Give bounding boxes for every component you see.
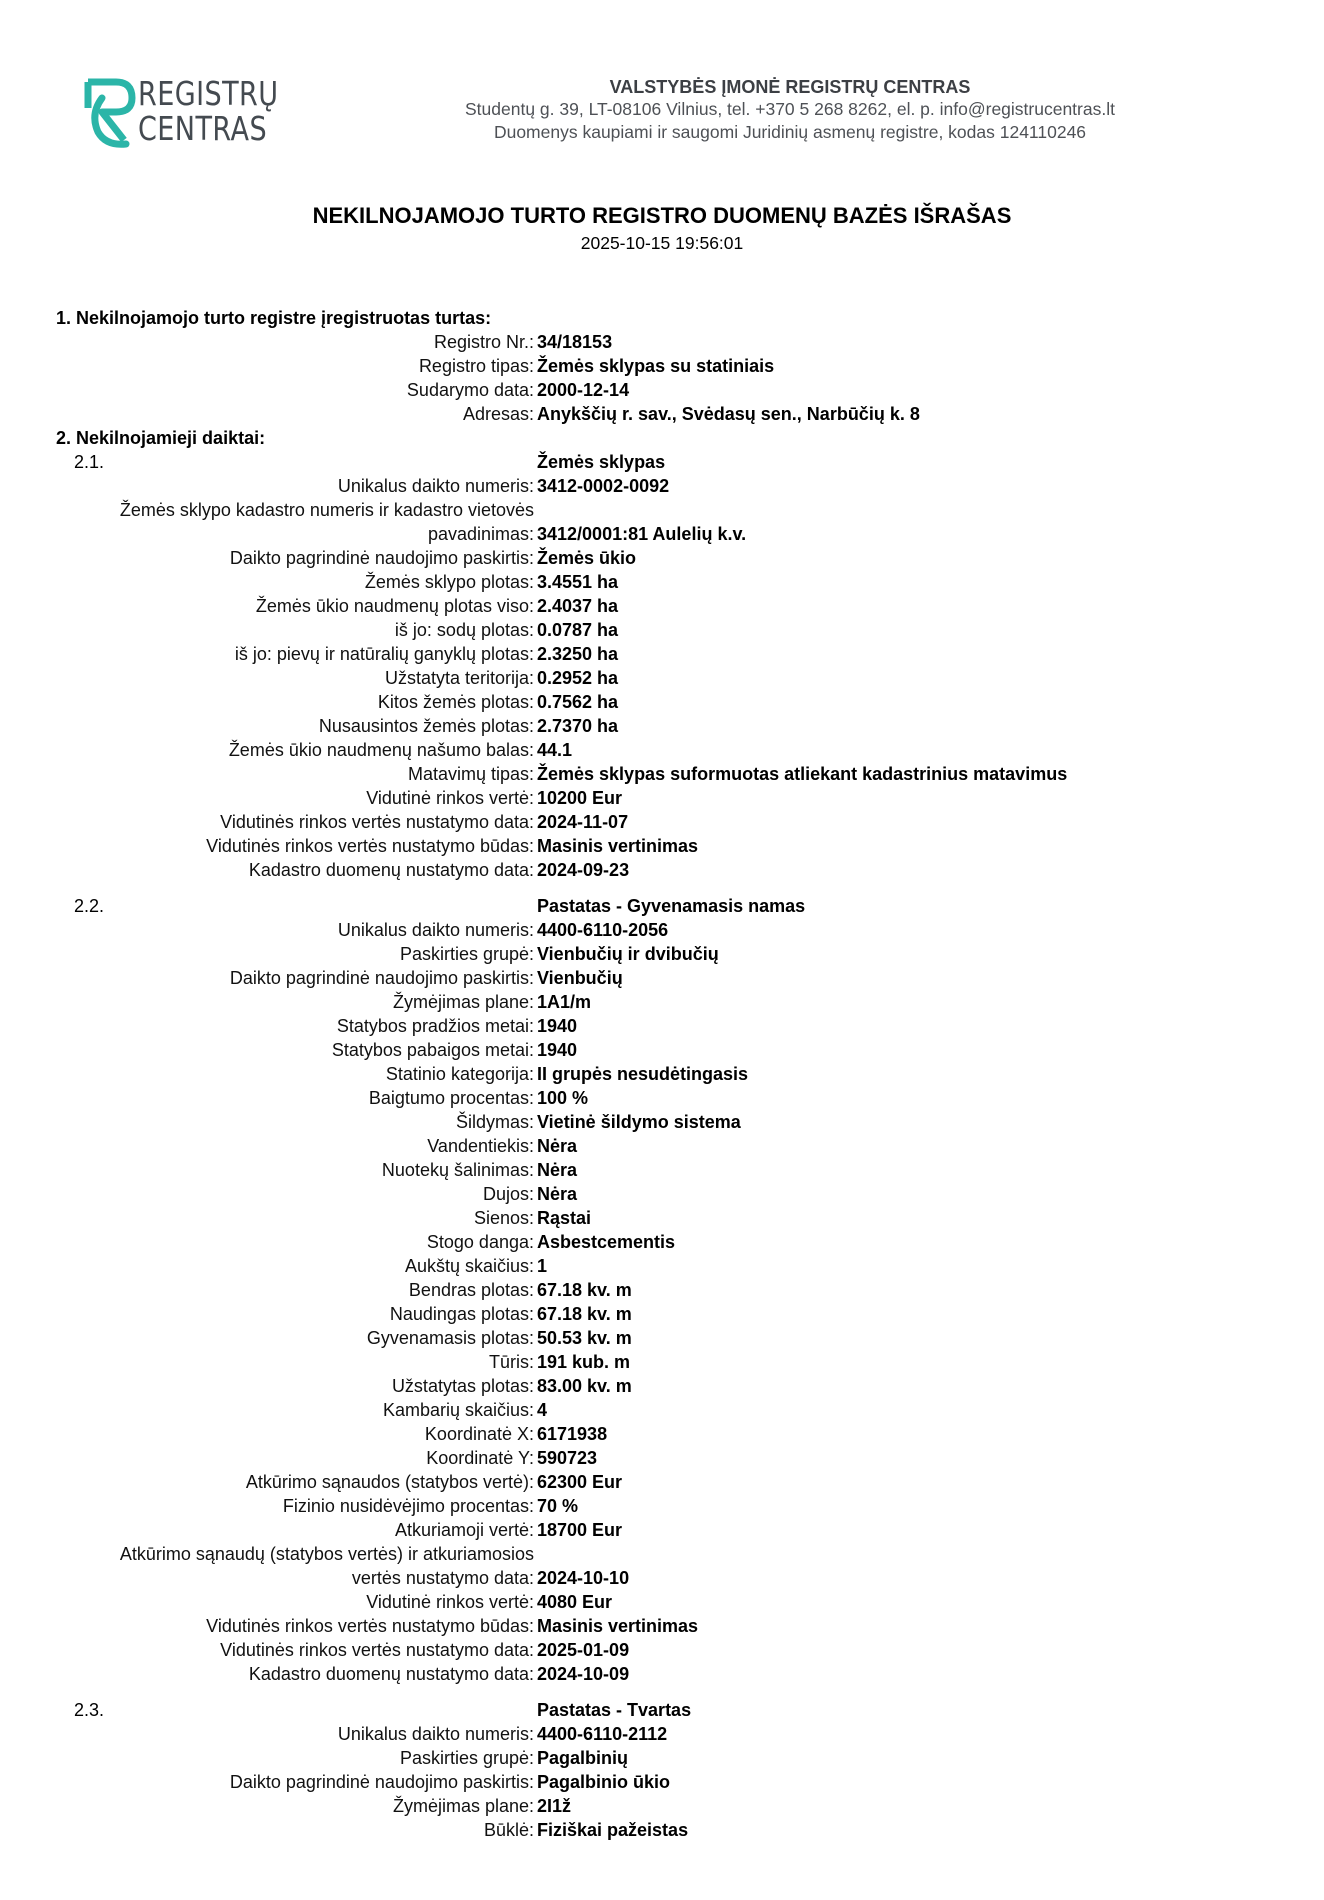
field-label: iš jo: sodų plotas:	[394, 620, 534, 640]
field-value: 3412/0001:81 Aulelių k.v.	[537, 524, 747, 544]
field-label: Vidutinės rinkos vertės nustatymo data:	[220, 1640, 534, 1660]
field-value: 67.18 kv. m	[537, 1304, 632, 1324]
field-label: Užstatyta teritorija:	[384, 668, 534, 688]
field-row	[56, 786, 1296, 810]
field-label: Paskirties grupė:	[399, 1748, 534, 1768]
field-label: Daikto pagrindinė naudojimo paskirtis:	[229, 548, 534, 568]
field-row	[56, 1230, 1296, 1254]
field-label: Statybos pabaigos metai:	[331, 1040, 534, 1060]
field-row	[56, 810, 1296, 834]
field-value: 83.00 kv. m	[537, 1376, 632, 1396]
property-item	[56, 450, 1296, 882]
field-label: Fizinio nusidėvėjimo procentas:	[282, 1496, 534, 1516]
field-label: Dujos:	[482, 1184, 534, 1204]
field-row	[56, 966, 1296, 990]
field-label: Kadastro duomenų nustatymo data:	[248, 1664, 534, 1684]
field-label: Tūris:	[489, 1352, 534, 1372]
field-label: Žemės ūkio naudmenų plotas viso:	[255, 596, 534, 616]
section-1-heading: 1. Nekilnojamojo turto registre įregistruotas turtas:	[56, 308, 492, 328]
field-label: iš jo: pievų ir natūralių ganyklų plotas:	[234, 644, 534, 664]
field-row	[56, 690, 1296, 714]
field-value: Žemės ūkio	[537, 548, 637, 568]
field-label: Unikalus daikto numeris:	[337, 476, 534, 496]
field-value: 1A1/m	[537, 992, 592, 1012]
property-item-fields	[56, 918, 1296, 1686]
field-value: 2025-01-09	[537, 1640, 630, 1660]
field-label: Koordinatė Y:	[426, 1448, 534, 1468]
field-row	[56, 1134, 1296, 1158]
document-datetime: 2025-10-15 19:56:01	[580, 233, 744, 253]
field-label: Matavimų tipas:	[407, 764, 534, 784]
field-label: Daikto pagrindinė naudojimo paskirtis:	[229, 1772, 534, 1792]
section-2-heading: 2. Nekilnojamieji daiktai:	[56, 428, 266, 448]
property-item-header	[56, 1698, 1296, 1722]
field-value: 100 %	[537, 1088, 589, 1108]
field-label: Kambarių skaičius:	[382, 1400, 534, 1420]
document-title: NEKILNOJAMOJO TURTO REGISTRO DUOMENŲ BAZĖS IŠRAŠAS	[312, 203, 1012, 228]
field-label: Žemės ūkio naudmenų našumo balas:	[228, 740, 534, 760]
field-label: Bendras plotas:	[408, 1280, 534, 1300]
field-value: 50.53 kv. m	[537, 1328, 632, 1348]
field-row	[56, 1350, 1296, 1374]
field-row	[56, 834, 1296, 858]
field-label: Vandentiekis:	[427, 1136, 534, 1156]
field-value: 4400-6110-2056	[537, 920, 669, 940]
field-row	[56, 1722, 1296, 1746]
field-label: Registro tipas:	[418, 356, 534, 376]
field-value: 4080 Eur	[537, 1592, 613, 1612]
field-label: Nuotekų šalinimas:	[381, 1160, 534, 1180]
property-item-header	[56, 450, 1296, 474]
field-value: 6171938	[537, 1424, 608, 1444]
field-label: Adresas:	[462, 404, 534, 424]
field-value: Žemės sklypas suformuotas atliekant kadastrinius matavimus	[537, 764, 1068, 784]
field-value: 3412-0002-0092	[537, 476, 670, 496]
field-label: Statybos pradžios metai:	[336, 1016, 534, 1036]
logo-word-2: CENTRAS	[138, 109, 268, 148]
field-row	[56, 546, 1296, 570]
field-label: Atkūrimo sąnaudos (statybos vertė):	[245, 1472, 534, 1492]
field-value: 0.7562 ha	[537, 692, 619, 712]
field-row	[56, 666, 1296, 690]
field-value: 590723	[537, 1448, 598, 1468]
field-value: 2000-12-14	[537, 380, 630, 400]
field-row	[56, 354, 1296, 378]
property-item-number: 2.3.	[74, 1700, 105, 1720]
field-label: Kitos žemės plotas:	[377, 692, 534, 712]
field-row	[56, 1818, 1296, 1842]
field-row	[56, 1494, 1296, 1518]
field-value: 191 kub. m	[537, 1352, 631, 1372]
field-row	[56, 1302, 1296, 1326]
field-value: 0.0787 ha	[537, 620, 619, 640]
field-value: 1940	[537, 1040, 578, 1060]
field-label: Vidutinė rinkos vertė:	[366, 1592, 534, 1612]
property-item-number: 2.2.	[74, 896, 105, 916]
field-row	[56, 498, 1296, 546]
field-row	[56, 1662, 1296, 1686]
field-row	[56, 1158, 1296, 1182]
field-value: Anykščių r. sav., Svėdasų sen., Narbūčių k. 8	[537, 404, 920, 424]
org-register: Duomenys kaupiami ir saugomi Juridinių asmenų registre, kodas 124110246	[493, 122, 1087, 142]
field-label: Daikto pagrindinė naudojimo paskirtis:	[229, 968, 534, 988]
field-value: 1	[537, 1256, 548, 1276]
org-address: Studentų g. 39, LT-08106 Vilnius, tel. +370 5 268 8262, el. p. info@registrucentras.lt	[465, 99, 1115, 119]
property-item	[56, 894, 1296, 1686]
field-value: 2.7370 ha	[537, 716, 619, 736]
section-1-rows	[56, 330, 1296, 426]
field-row	[56, 714, 1296, 738]
field-label: Stogo danga:	[426, 1232, 534, 1252]
field-value: Vietinė šildymo sistema	[537, 1112, 741, 1132]
field-label: Statinio kategorija:	[385, 1064, 534, 1084]
field-row	[56, 378, 1296, 402]
field-row	[56, 1638, 1296, 1662]
field-value: 2024-10-10	[537, 1568, 630, 1588]
field-row	[56, 1110, 1296, 1134]
field-value: 2024-11-07	[537, 812, 629, 832]
field-value: Nėra	[537, 1184, 578, 1204]
field-value: Fiziškai pažeistas	[537, 1820, 689, 1840]
field-label: Unikalus daikto numeris:	[337, 1724, 534, 1744]
field-row	[56, 1086, 1296, 1110]
field-label: Atkūrimo sąnaudų (statybos vertės) ir atkuriamosios vertės nustatymo data:	[119, 1544, 534, 1588]
field-row	[56, 1278, 1296, 1302]
field-label: Aukštų skaičius:	[404, 1256, 534, 1276]
registru-centras-logo	[82, 74, 302, 148]
property-item	[56, 1698, 1296, 1842]
field-label: Vidutinės rinkos vertės nustatymo būdas:	[206, 1616, 534, 1636]
field-label: Gyvenamasis plotas:	[366, 1328, 534, 1348]
field-value: 10200 Eur	[537, 788, 623, 808]
property-item-title: Pastatas - Tvartas	[537, 1700, 692, 1720]
field-row	[56, 942, 1296, 966]
field-row	[56, 1326, 1296, 1350]
field-value: 2024-10-09	[537, 1664, 630, 1684]
field-row	[56, 1470, 1296, 1494]
field-row	[56, 330, 1296, 354]
field-row	[56, 642, 1296, 666]
field-row	[56, 858, 1296, 882]
field-value: Rąstai	[537, 1208, 592, 1228]
field-label: Vidutinės rinkos vertės nustatymo data:	[220, 812, 534, 832]
field-value: II grupės nesudėtingasis	[537, 1064, 749, 1084]
field-label: Vidutinės rinkos vertės nustatymo būdas:	[206, 836, 534, 856]
field-value: 3.4551 ha	[537, 572, 619, 592]
field-value: Pagalbinių	[537, 1748, 629, 1768]
field-value: Žemės sklypas su statiniais	[537, 356, 775, 376]
organization-header	[400, 76, 1180, 144]
org-name: VALSTYBĖS ĮMONĖ REGISTRŲ CENTRAS	[609, 77, 971, 97]
field-label: Būklė:	[483, 1820, 534, 1840]
field-row	[56, 1206, 1296, 1230]
field-row	[56, 1746, 1296, 1770]
property-item-fields	[56, 474, 1296, 882]
field-label: Sienos:	[473, 1208, 534, 1228]
field-row	[56, 570, 1296, 594]
field-value: 4	[537, 1400, 548, 1420]
field-value: 34/18153	[537, 332, 613, 352]
field-row	[56, 1518, 1296, 1542]
field-value: 2I1ž	[537, 1796, 572, 1816]
logo-wordmark	[138, 76, 278, 146]
field-row	[56, 1770, 1296, 1794]
logo-word-1: REGISTRŲ	[138, 74, 279, 113]
field-label: Registro Nr.:	[433, 332, 534, 352]
field-value: 0.2952 ha	[537, 668, 619, 688]
field-value: 4400-6110-2112	[537, 1724, 668, 1744]
field-row	[56, 1374, 1296, 1398]
field-value: 70 %	[537, 1496, 579, 1516]
field-label: Baigtumo procentas:	[368, 1088, 534, 1108]
property-item-title: Žemės sklypas	[537, 452, 666, 472]
field-value: Asbestcementis	[537, 1232, 676, 1252]
field-row	[56, 1422, 1296, 1446]
field-row	[56, 1590, 1296, 1614]
field-label: Nusausintos žemės plotas:	[318, 716, 534, 736]
field-value: Vienbučių ir dvibučių	[537, 944, 719, 964]
field-label: Žymėjimas plane:	[392, 1796, 534, 1816]
field-value: 62300 Eur	[537, 1472, 623, 1492]
field-label: Sudarymo data:	[406, 380, 534, 400]
field-label: Atkuriamoji vertė:	[394, 1520, 534, 1540]
document-body	[56, 306, 1296, 1842]
field-value: Nėra	[537, 1160, 578, 1180]
field-row	[56, 618, 1296, 642]
field-label: Paskirties grupė:	[399, 944, 534, 964]
field-row	[56, 1614, 1296, 1638]
field-value: Masinis vertinimas	[537, 1616, 699, 1636]
field-row	[56, 990, 1296, 1014]
property-item-header	[56, 894, 1296, 918]
field-row	[56, 1038, 1296, 1062]
field-row	[56, 1398, 1296, 1422]
field-value: Nėra	[537, 1136, 578, 1156]
field-row	[56, 1182, 1296, 1206]
field-row	[56, 1542, 1296, 1590]
field-value: 1940	[537, 1016, 578, 1036]
field-value: 18700 Eur	[537, 1520, 623, 1540]
field-label: Vidutinė rinkos vertė:	[366, 788, 534, 808]
property-item-number: 2.1.	[74, 452, 105, 472]
field-row	[56, 762, 1296, 786]
property-item-fields	[56, 1722, 1296, 1842]
field-value: 2024-09-23	[537, 860, 630, 880]
field-row	[56, 594, 1296, 618]
field-row	[56, 1014, 1296, 1038]
field-row	[56, 1254, 1296, 1278]
field-row	[56, 1794, 1296, 1818]
field-value: 44.1	[537, 740, 573, 760]
field-row	[56, 1446, 1296, 1470]
logo-r-mark-icon	[82, 78, 140, 148]
field-label: Unikalus daikto numeris:	[337, 920, 534, 940]
field-label: Šildymas:	[455, 1112, 534, 1132]
field-row	[56, 474, 1296, 498]
field-row	[56, 918, 1296, 942]
field-row	[56, 738, 1296, 762]
property-item-title: Pastatas - Gyvenamasis namas	[537, 896, 806, 916]
field-value: 67.18 kv. m	[537, 1280, 632, 1300]
field-row	[56, 402, 1296, 426]
field-label: Žymėjimas plane:	[392, 992, 534, 1012]
field-label: Žemės sklypo kadastro numeris ir kadastro vietovės pavadinimas:	[119, 500, 534, 544]
field-label: Žemės sklypo plotas:	[364, 572, 534, 592]
field-label: Užstatytas plotas:	[391, 1376, 534, 1396]
field-label: Naudingas plotas:	[389, 1304, 534, 1324]
field-value: Vienbučių	[537, 968, 623, 988]
field-value: 2.4037 ha	[537, 596, 619, 616]
field-label: Kadastro duomenų nustatymo data:	[248, 860, 534, 880]
field-value: Pagalbinio ūkio	[537, 1772, 671, 1792]
field-label: Koordinatė X:	[424, 1424, 534, 1444]
field-row	[56, 1062, 1296, 1086]
field-value: Masinis vertinimas	[537, 836, 699, 856]
section-2-items	[56, 450, 1296, 1842]
field-value: 2.3250 ha	[537, 644, 619, 664]
